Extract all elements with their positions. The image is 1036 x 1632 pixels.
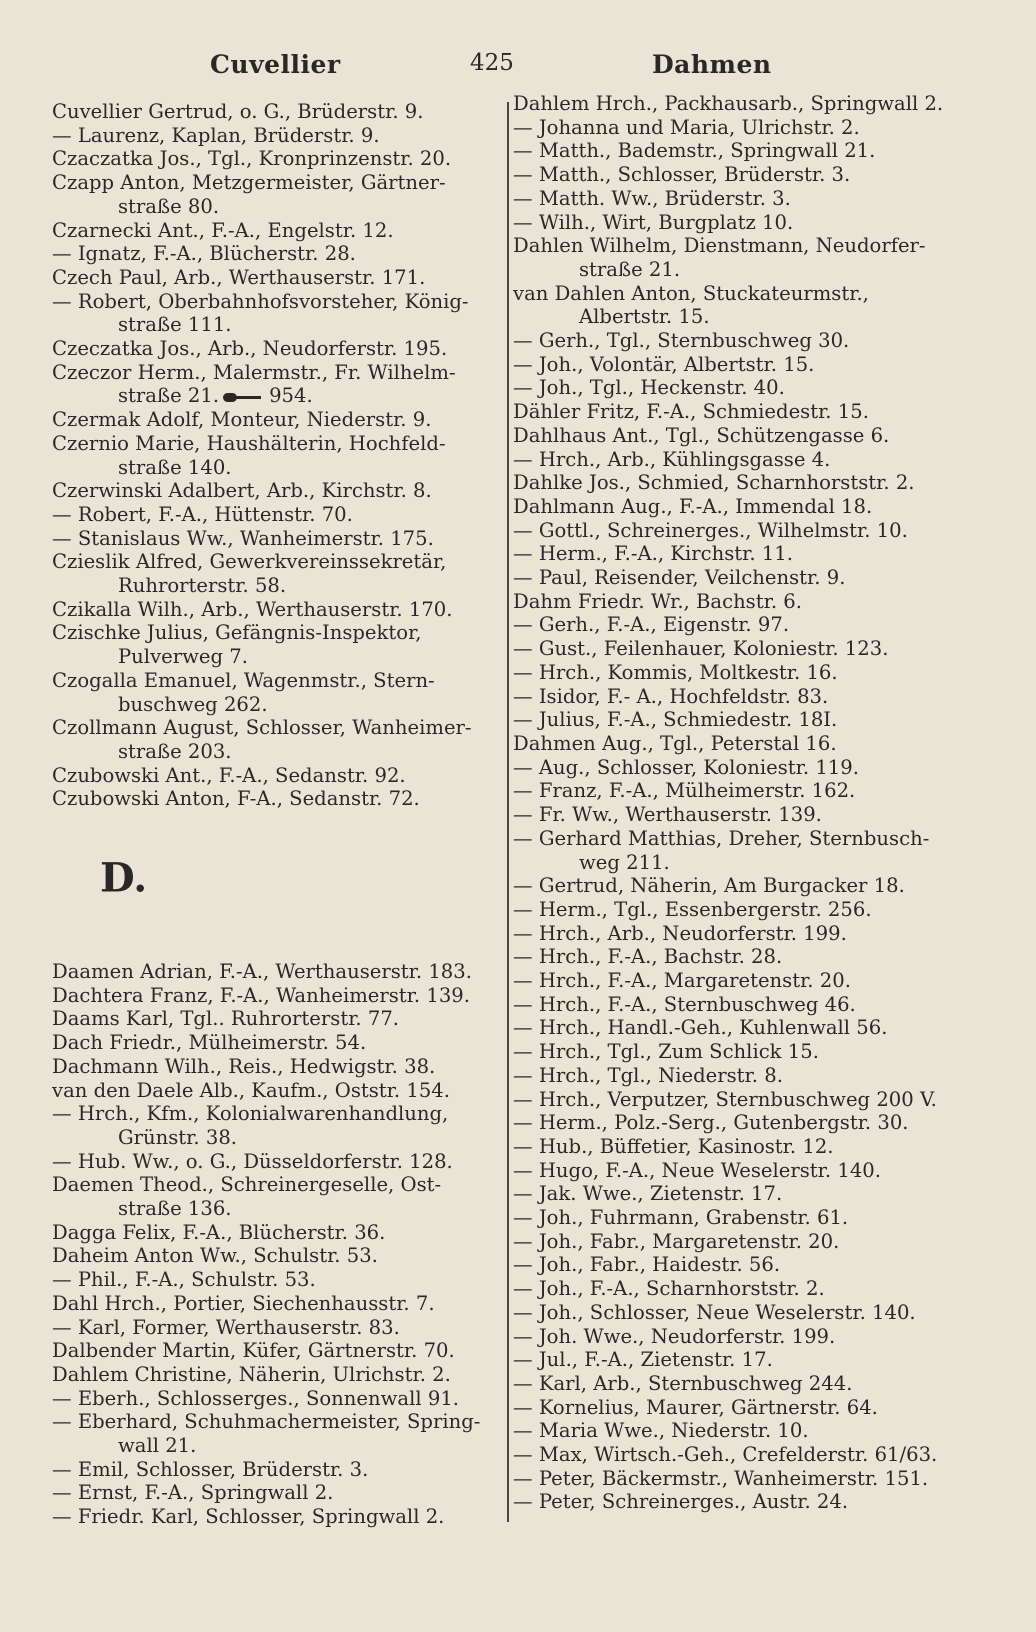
entry-text: Daamen Adrian, F.-A., Werthauserstr. 183. <box>52 960 472 983</box>
entry-text: straße 111. <box>118 313 232 337</box>
directory-entry <box>513 779 1013 803</box>
entry-text: Czischke Julius, Gefängnis-Inspektor, <box>52 621 422 645</box>
entry-text: Dachtera Franz, F.-A., Wanheimerstr. 139. <box>52 983 470 1007</box>
directory-entry <box>52 479 504 503</box>
entry-text: — Gust., Feilenhauer, Koloniestr. 123. <box>513 637 889 661</box>
directory-entry <box>52 764 504 788</box>
entry-text: Ruhrorterstr. 58. <box>118 574 287 598</box>
directory-entry <box>52 621 504 645</box>
entry-text: — Friedr. Karl, Schlosser, Springwall 2. <box>52 1505 445 1529</box>
entry-text: — Hrch., Tgl., Niederstr. 8. <box>513 1063 783 1087</box>
directory-entry <box>52 527 504 551</box>
directory-entry <box>52 1505 504 1529</box>
entry-text: van Dahlen Anton, Stuckateurmstr., <box>513 281 869 305</box>
entry-continuation <box>52 384 504 408</box>
directory-entry <box>52 100 504 124</box>
entry-text: — Franz, F.-A., Mülheimerstr. 162. <box>513 779 856 803</box>
directory-entry <box>513 1372 1013 1396</box>
entry-text: Daheim Anton Ww., Schulstr. 53. <box>52 1244 378 1268</box>
entry-text: — Emil, Schlosser, Brüderstr. 3. <box>52 1457 369 1481</box>
directory-entry <box>513 448 1013 472</box>
directory-entry <box>52 361 504 385</box>
entry-text: — Robert, F.-A., Hüttenstr. 70. <box>52 502 353 526</box>
directory-entry <box>513 685 1013 709</box>
directory-entry <box>52 984 504 1008</box>
directory-entry <box>52 1221 504 1245</box>
directory-entry <box>52 1031 504 1055</box>
entry-text: Dahlem Christine, Näherin, Ulrichstr. 2. <box>52 1362 451 1386</box>
entry-text: Czarnecki Ant., F.-A., Engelstr. 12. <box>52 218 394 242</box>
entry-text: straße 21. <box>118 384 220 408</box>
entry-text: — Hrch., Arb., Kühlingsgasse 4. <box>513 447 831 471</box>
entry-text: — Paul, Reisender, Veilchenstr. 9. <box>513 566 846 590</box>
entry-text: — Gerhard Matthias, Dreher, Sternbusch- <box>513 826 930 850</box>
entry-continuation <box>52 574 504 598</box>
entry-text: Czerwinski Adalbert, Arb., Kirchstr. 8. <box>52 479 432 503</box>
entry-text: Grünstr. 38. <box>118 1125 238 1149</box>
entry-text: — Gertrud, Näherin, Am Burgacker 18. <box>513 874 905 898</box>
entry-text: weg 211. <box>579 850 670 874</box>
entry-text: Dahl Hrch., Portier, Siechenhausstr. 7. <box>52 1291 435 1315</box>
entry-text: — Gottl., Schreinerges., Wilhelmstr. 10. <box>513 518 908 542</box>
entry-text: Dagga Felix, F.-A., Blücherstr. 36. <box>52 1220 386 1244</box>
directory-entry <box>513 1467 1013 1491</box>
entry-text: Czapp Anton, Metzgermeister, Gärtner- <box>52 171 446 195</box>
entry-text: — Hrch., F.-A., Sternbuschweg 46. <box>513 992 856 1016</box>
entry-text: Dahlen Wilhelm, Dienstmann, Neudorfer- <box>513 234 926 258</box>
entry-text: Czeczatka Jos., Arb., Neudorferstr. 195. <box>52 337 448 361</box>
directory-entry <box>513 1301 1013 1325</box>
directory-entry <box>513 708 1013 732</box>
directory-entry <box>513 519 1013 543</box>
entry-continuation <box>52 313 504 337</box>
directory-entry <box>52 550 504 574</box>
directory-entry <box>513 1348 1013 1372</box>
directory-entry <box>513 1325 1013 1349</box>
entry-text: — Gerh., Tgl., Sternbuschweg 30. <box>513 329 850 353</box>
directory-entry <box>52 408 504 432</box>
directory-entry <box>513 613 1013 637</box>
entry-text: Dahlke Jos., Schmied, Scharnhorststr. 2. <box>513 471 915 495</box>
header-right-keyword: Dahmen <box>652 50 772 79</box>
entry-text: straße 21. <box>579 257 681 281</box>
directory-entry <box>513 92 1013 116</box>
directory-entry <box>513 1088 1013 1112</box>
entry-text: — Johanna und Maria, Ulrichstr. 2. <box>513 115 860 139</box>
entry-text: Czeczor Herm., Malermstr., Fr. Wilhelm- <box>52 360 456 384</box>
entry-text: — Gerh., F.-A., Eigenstr. 97. <box>513 613 790 637</box>
directory-entry <box>52 1150 504 1174</box>
entry-text: — Maria Wwe., Niederstr. 10. <box>513 1419 809 1443</box>
entry-text: — Joh., Volontär, Albertstr. 15. <box>513 352 815 376</box>
directory-entry <box>513 187 1013 211</box>
telephone-number: 954. <box>269 384 313 408</box>
entry-text: Czaczatka Jos., Tgl., Kronprinzenstr. 20. <box>52 147 452 171</box>
entry-text: straße 136. <box>118 1197 232 1221</box>
entry-text: Czubowski Ant., F.-A., Sedanstr. 92. <box>52 763 406 787</box>
entry-text: Czieslik Alfred, Gewerkvereinssekretär, <box>52 550 447 574</box>
entry-text: buschweg 262. <box>118 692 268 716</box>
entry-text: — Matth., Schlosser, Brüderstr. 3. <box>513 163 851 187</box>
entry-text: — Joh., Fuhrmann, Grabenstr. 61. <box>513 1206 849 1230</box>
entry-continuation <box>52 456 504 480</box>
entry-text: Daams Karl, Tgl.. Ruhrorterstr. 77. <box>52 1007 400 1031</box>
entry-text: — Hugo, F.-A., Neue Weselerstr. 140. <box>513 1158 881 1182</box>
entry-continuation <box>52 1434 504 1458</box>
entry-continuation <box>52 645 504 669</box>
directory-entry <box>513 898 1013 922</box>
directory-entry <box>52 1458 504 1482</box>
entry-text: — Robert, Oberbahnhofsvorsteher, König- <box>52 289 469 313</box>
entry-text: Dahmen Aug., Tgl., Peterstal 16. <box>513 731 837 755</box>
entry-text: — Wilh., Wirt, Burgplatz 10. <box>513 210 794 234</box>
right-column <box>513 92 1013 1514</box>
entry-text: Dahlhaus Ant., Tgl., Schützengasse 6. <box>513 423 890 447</box>
entry-text: — Peter, Schreinerges., Austr. 24. <box>513 1490 849 1514</box>
directory-entry <box>513 590 1013 614</box>
entry-text: — Kornelius, Maurer, Gärtnerstr. 64. <box>513 1395 878 1419</box>
entry-text: — Phil., F.-A., Schulstr. 53. <box>52 1268 316 1292</box>
directory-entry <box>52 1339 504 1363</box>
entry-text: — Herm., F.-A., Kirchstr. 11. <box>513 542 793 566</box>
page-header <box>0 50 1036 90</box>
directory-entry <box>513 139 1013 163</box>
directory-entry <box>513 1159 1013 1183</box>
telephone-icon <box>223 390 265 404</box>
directory-entry <box>513 376 1013 400</box>
entry-text: — Joh. Wwe., Neudorferstr. 199. <box>513 1324 836 1348</box>
entry-text: Dach Friedr., Mülheimerstr. 54. <box>52 1031 367 1055</box>
entry-text: Dahlem Hrch., Packhausarb., Springwall 2. <box>513 92 944 115</box>
entry-text: — Matth., Bademstr., Springwall 21. <box>513 139 876 163</box>
entry-text: — Hub., Büffetier, Kasinostr. 12. <box>513 1134 834 1158</box>
entry-text: Czogalla Emanuel, Wagenmstr., Stern- <box>52 668 435 692</box>
entry-text: — Isidor, F.- A., Hochfeldstr. 83. <box>513 684 829 708</box>
entry-text: Cuvellier Gertrud, o. G., Brüderstr. 9. <box>52 100 424 123</box>
directory-entry <box>513 116 1013 140</box>
directory-entry <box>513 945 1013 969</box>
directory-entry <box>52 1363 504 1387</box>
entry-text: Czikalla Wilh., Arb., Werthauserstr. 170. <box>52 597 453 621</box>
directory-entry <box>513 1396 1013 1420</box>
directory-entry <box>513 1419 1013 1443</box>
entry-text: Daemen Theod., Schreinergeselle, Ost- <box>52 1173 442 1197</box>
directory-entry <box>52 124 504 148</box>
directory-entry <box>52 716 504 740</box>
directory-entry <box>513 1040 1013 1064</box>
directory-entry <box>52 1410 504 1434</box>
entry-text: Czernio Marie, Haushälterin, Hochfeld- <box>52 431 446 455</box>
entry-text: Czubowski Anton, F-A., Sedanstr. 72. <box>52 787 420 811</box>
entry-text: — Hrch., Verputzer, Sternbuschweg 200 V. <box>513 1087 937 1111</box>
directory-entry <box>513 922 1013 946</box>
directory-entry <box>513 1230 1013 1254</box>
entry-text: — Hrch., Tgl., Zum Schlick 15. <box>513 1040 819 1064</box>
entry-continuation <box>52 740 504 764</box>
entry-text: — Herm., Tgl., Essenbergerstr. 256. <box>513 897 872 921</box>
entry-continuation <box>52 1197 504 1221</box>
entry-text: — Joh., Tgl., Heckenstr. 40. <box>513 376 785 400</box>
entry-continuation <box>513 305 1013 329</box>
entry-text: — Hub. Ww., o. G., Düsseldorferstr. 128. <box>52 1149 453 1173</box>
directory-entry <box>513 1016 1013 1040</box>
entry-continuation <box>513 258 1013 282</box>
directory-entry <box>513 1206 1013 1230</box>
entry-text: — Hrch., Kfm., Kolonialwarenhandlung, <box>52 1102 449 1126</box>
entry-text: Albertstr. 15. <box>579 305 710 329</box>
directory-entry <box>52 1055 504 1079</box>
entry-text: — Stanislaus Ww., Wanheimerstr. 175. <box>52 526 434 550</box>
directory-entry <box>513 993 1013 1017</box>
directory-entry <box>52 1292 504 1316</box>
directory-entry <box>513 874 1013 898</box>
left-column-top <box>52 100 504 811</box>
directory-entry <box>52 1173 504 1197</box>
directory-entry <box>513 1135 1013 1159</box>
entry-text: van den Daele Alb., Kaufm., Oststr. 154. <box>52 1078 450 1102</box>
page-number: 425 <box>470 50 514 76</box>
directory-entry <box>513 424 1013 448</box>
entry-text: — Peter, Bäckermstr., Wanheimerstr. 151. <box>513 1466 929 1490</box>
left-column-bottom <box>52 960 504 1529</box>
entry-text: — Ernst, F.-A., Springwall 2. <box>52 1481 334 1505</box>
directory-entry <box>513 163 1013 187</box>
directory-entry <box>52 242 504 266</box>
directory-entry <box>513 1277 1013 1301</box>
entry-text: Dachmann Wilh., Reis., Hedwigstr. 38. <box>52 1054 436 1078</box>
entry-text: — Joh., Schlosser, Neue Weselerstr. 140. <box>513 1300 916 1324</box>
directory-entry <box>52 337 504 361</box>
entry-text: Pulverweg 7. <box>118 645 248 669</box>
entry-text: — Eberh., Schlosserges., Sonnenwall 91. <box>52 1386 460 1410</box>
entry-continuation <box>52 195 504 219</box>
directory-entry <box>52 1102 504 1126</box>
directory-entry <box>513 637 1013 661</box>
entry-text: Dalbender Martin, Küfer, Gärtnerstr. 70. <box>52 1339 455 1363</box>
directory-entry <box>52 432 504 456</box>
entry-text: — Ignatz, F.-A., Blücherstr. 28. <box>52 242 356 266</box>
directory-entry <box>52 1079 504 1103</box>
directory-entry <box>513 732 1013 756</box>
entry-text: — Joh., Fabr., Margaretenstr. 20. <box>513 1229 840 1253</box>
directory-entry <box>52 147 504 171</box>
directory-entry <box>513 353 1013 377</box>
directory-entry <box>513 756 1013 780</box>
directory-entry <box>513 1443 1013 1467</box>
entry-text: — Hrch., Kommis, Moltkestr. 16. <box>513 660 838 684</box>
entry-text: Czech Paul, Arb., Werthauserstr. 171. <box>52 265 426 289</box>
entry-continuation <box>52 693 504 717</box>
entry-text: — Hrch., F.-A., Margaretenstr. 20. <box>513 969 851 993</box>
entry-text: — Hrch., Handl.-Geh., Kuhlenwall 56. <box>513 1016 888 1040</box>
column-divider <box>507 102 509 1522</box>
directory-entry <box>513 1182 1013 1206</box>
entry-continuation <box>52 1126 504 1150</box>
directory-entry <box>52 787 504 811</box>
directory-entry <box>52 960 504 984</box>
entry-text: Czollmann August, Schlosser, Wanheimer- <box>52 716 472 740</box>
entry-text: — Julius, F.-A., Schmiedestr. 18I. <box>513 708 838 732</box>
entry-text: — Laurenz, Kaplan, Brüderstr. 9. <box>52 123 380 147</box>
entry-text: — Joh., Fabr., Haidestr. 56. <box>513 1253 781 1277</box>
directory-entry <box>52 1244 504 1268</box>
directory-entry <box>52 290 504 314</box>
entry-text: — Aug., Schlosser, Koloniestr. 119. <box>513 755 859 779</box>
directory-entry <box>513 566 1013 590</box>
directory-entry <box>52 503 504 527</box>
directory-entry <box>513 803 1013 827</box>
directory-entry <box>52 669 504 693</box>
entry-text: straße 140. <box>118 455 232 479</box>
entry-text: — Matth. Ww., Brüderstr. 3. <box>513 186 791 210</box>
header-left-keyword: Cuvellier <box>210 50 341 79</box>
entry-text: — Jak. Wwe., Zietenstr. 17. <box>513 1182 783 1206</box>
directory-entry <box>513 969 1013 993</box>
entry-text: — Fr. Ww., Werthauserstr. 139. <box>513 803 822 827</box>
directory-entry <box>513 400 1013 424</box>
entry-text: — Max, Wirtsch.-Geh., Crefelderstr. 61/63. <box>513 1443 938 1467</box>
directory-entry <box>513 1490 1013 1514</box>
directory-entry <box>52 598 504 622</box>
entry-continuation <box>513 851 1013 875</box>
entry-text: — Jul., F.-A., Zietenstr. 17. <box>513 1348 773 1372</box>
entry-text: straße 80. <box>118 194 220 218</box>
entry-text: — Hrch., F.-A., Bachstr. 28. <box>513 945 783 969</box>
directory-entry <box>513 1253 1013 1277</box>
entry-text: — Eberhard, Schuhmachermeister, Spring- <box>52 1410 481 1434</box>
directory-entry <box>513 542 1013 566</box>
directory-entry <box>513 234 1013 258</box>
section-letter: D. <box>100 854 148 902</box>
directory-entry <box>52 1007 504 1031</box>
entry-text: — Herm., Polz.-Serg., Gutenbergstr. 30. <box>513 1111 909 1135</box>
directory-entry <box>513 827 1013 851</box>
directory-entry <box>52 219 504 243</box>
entry-text: Dahlmann Aug., F.-A., Immendal 18. <box>513 494 873 518</box>
directory-entry <box>52 171 504 195</box>
directory-entry <box>52 1268 504 1292</box>
directory-entry <box>513 1111 1013 1135</box>
entry-text: — Karl, Arb., Sternbuschweg 244. <box>513 1371 853 1395</box>
directory-entry <box>52 1387 504 1411</box>
directory-entry <box>52 1316 504 1340</box>
directory-entry <box>513 661 1013 685</box>
entry-text: — Karl, Former, Werthauserstr. 83. <box>52 1315 400 1339</box>
directory-entry <box>513 495 1013 519</box>
entry-text: Dahm Friedr. Wr., Bachstr. 6. <box>513 589 802 613</box>
entry-text: Dähler Fritz, F.-A., Schmiedestr. 15. <box>513 400 869 424</box>
directory-entry <box>513 282 1013 306</box>
directory-entry <box>513 471 1013 495</box>
entry-text: wall 21. <box>118 1434 197 1458</box>
directory-entry <box>513 329 1013 353</box>
directory-entry <box>513 211 1013 235</box>
entry-text: — Hrch., Arb., Neudorferstr. 199. <box>513 921 847 945</box>
directory-entry <box>513 1064 1013 1088</box>
entry-text: Czermak Adolf, Monteur, Niederstr. 9. <box>52 408 432 432</box>
entry-text: straße 203. <box>118 739 232 763</box>
directory-entry <box>52 266 504 290</box>
directory-entry <box>52 1481 504 1505</box>
entry-text: — Joh., F.-A., Scharnhorststr. 2. <box>513 1277 825 1301</box>
